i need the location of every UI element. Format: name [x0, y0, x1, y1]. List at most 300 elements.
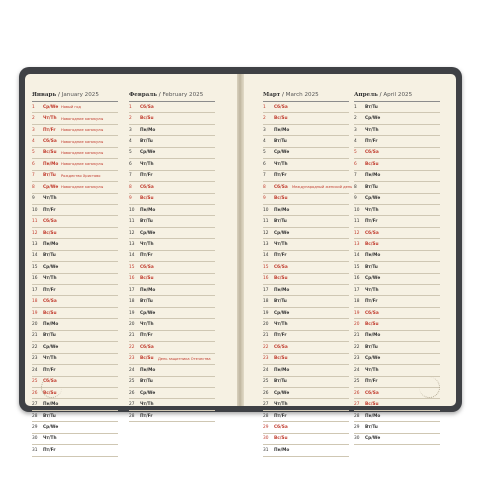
- day-row: [32, 228, 118, 239]
- day-number: 31: [263, 447, 269, 453]
- day-row: [32, 125, 118, 136]
- day-row: [263, 422, 349, 433]
- day-number: 2: [129, 116, 132, 122]
- day-row: [32, 354, 118, 365]
- weekday-label: Вт/Tu: [140, 139, 153, 145]
- day-number: 22: [129, 344, 135, 350]
- weekday-label: Пт/Fr: [274, 253, 287, 259]
- day-row: [354, 102, 440, 113]
- day-row: [263, 148, 349, 159]
- weekday-label: Вт/Tu: [43, 333, 56, 339]
- day-row: [32, 331, 118, 342]
- weekday-label: Вт/Tu: [43, 253, 56, 259]
- weekday-label: Вт/Tu: [274, 379, 287, 385]
- weekday-label: Пт/Fr: [274, 173, 287, 179]
- month-name-en: February 2025: [162, 92, 204, 98]
- weekday-label: Ср/We: [43, 184, 59, 190]
- day-row: [263, 125, 349, 136]
- day-number: 22: [263, 344, 269, 350]
- weekday-label: Пт/Fr: [43, 127, 56, 133]
- day-number: 8: [129, 184, 132, 190]
- day-number: 14: [354, 253, 360, 259]
- weekday-label: Ср/We: [274, 230, 290, 236]
- day-number: 11: [32, 219, 38, 225]
- day-row: [32, 182, 118, 193]
- weekday-label: Пн/Mo: [365, 253, 381, 259]
- day-number: 8: [354, 184, 357, 190]
- day-number: 14: [32, 253, 38, 259]
- day-row: [263, 342, 349, 353]
- month-column: [129, 92, 215, 422]
- day-row: [354, 308, 440, 319]
- day-number: 11: [354, 219, 360, 225]
- day-row: [354, 434, 440, 445]
- day-row: [354, 239, 440, 250]
- day-row: [263, 388, 349, 399]
- day-row: [263, 205, 349, 216]
- day-row: [263, 182, 353, 193]
- weekday-label: Сб/Sa: [274, 104, 288, 110]
- weekday-label: Чт/Th: [274, 402, 288, 408]
- day-number: 2: [263, 116, 266, 122]
- day-row: [354, 171, 440, 182]
- weekday-label: Пн/Mo: [43, 241, 59, 247]
- day-number: 30: [263, 436, 269, 442]
- holiday-note: Новогодние каникулы: [61, 162, 104, 167]
- day-number: 18: [354, 299, 360, 305]
- weekday-label: Чт/Th: [43, 276, 57, 282]
- holiday-note: Международный женский день: [292, 185, 353, 190]
- day-number: 28: [32, 413, 38, 419]
- day-row: [263, 194, 349, 205]
- day-number: 9: [32, 196, 35, 202]
- weekday-label: Чт/Th: [140, 322, 154, 328]
- day-number: 15: [263, 264, 269, 270]
- weekday-label: Ср/We: [274, 150, 290, 156]
- day-number: 6: [263, 161, 266, 167]
- day-row: [354, 262, 440, 273]
- weekday-label: Пн/Mo: [140, 127, 156, 133]
- day-row: [263, 285, 349, 296]
- day-number: 2: [354, 116, 357, 122]
- day-row: [129, 216, 215, 227]
- day-row: [354, 319, 440, 330]
- weekday-label: Ср/We: [274, 390, 290, 396]
- month-name-ru: Февраль: [129, 92, 158, 98]
- day-row: [129, 113, 215, 124]
- day-row: [129, 331, 215, 342]
- day-number: 6: [129, 161, 132, 167]
- day-number: 1: [263, 104, 266, 110]
- weekday-label: Пн/Mo: [274, 207, 290, 213]
- day-number: 28: [263, 413, 269, 419]
- day-number: 1: [354, 104, 357, 110]
- day-row: [263, 399, 349, 410]
- day-number: 26: [32, 390, 38, 396]
- weekday-label: Сб/Sa: [140, 104, 154, 110]
- day-number: 18: [32, 299, 38, 305]
- day-number: 27: [32, 402, 38, 408]
- month-column: [32, 92, 118, 457]
- day-row: [354, 136, 440, 147]
- day-number: 3: [263, 127, 266, 133]
- day-number: 24: [32, 367, 38, 373]
- weekday-label: Сб/Sa: [274, 184, 288, 190]
- day-row: [129, 365, 215, 376]
- day-number: 4: [354, 139, 357, 145]
- day-row: [354, 148, 440, 159]
- day-row: [354, 159, 440, 170]
- weekday-label: Вт/Tu: [140, 219, 153, 225]
- day-number: 6: [32, 161, 35, 167]
- day-number: 27: [354, 402, 360, 408]
- weekday-label: Вт/Tu: [43, 173, 56, 179]
- day-row: [32, 171, 118, 182]
- day-number: 9: [354, 196, 357, 202]
- day-number: 23: [354, 356, 360, 362]
- day-number: 10: [129, 207, 135, 213]
- day-row: [129, 182, 215, 193]
- weekday-label: Сб/Sa: [365, 230, 379, 236]
- weekday-label: Вс/Su: [43, 310, 57, 316]
- weekday-label: Ср/We: [365, 196, 381, 202]
- weekday-label: Пт/Fr: [365, 219, 378, 225]
- day-row: [354, 285, 440, 296]
- day-row: [129, 342, 215, 353]
- day-number: 25: [354, 379, 360, 385]
- month-name-ru: Январь: [32, 92, 57, 98]
- weekday-label: Вт/Tu: [274, 139, 287, 145]
- day-number: 6: [354, 161, 357, 167]
- weekday-label: Пт/Fr: [43, 447, 56, 453]
- day-number: 21: [32, 333, 38, 339]
- weekday-label: Пн/Mo: [365, 413, 381, 419]
- month-name-en: January 2025: [61, 92, 99, 98]
- weekday-label: Вс/Su: [274, 116, 288, 122]
- weekday-label: Ср/We: [365, 436, 381, 442]
- day-number: 12: [263, 230, 269, 236]
- day-number: 19: [354, 310, 360, 316]
- month-title: Январь / January 2025: [32, 92, 118, 102]
- day-number: 30: [354, 436, 360, 442]
- day-row: [129, 148, 215, 159]
- day-number: 22: [354, 344, 360, 350]
- month-title: Апрель / April 2025: [354, 92, 440, 102]
- day-row: [32, 342, 118, 353]
- holiday-note: День защитника Отечества: [158, 356, 211, 361]
- weekday-label: Вт/Tu: [43, 413, 56, 419]
- day-row: [129, 377, 215, 388]
- day-number: 21: [129, 333, 135, 339]
- day-number: 31: [32, 447, 38, 453]
- weekday-label: Пн/Mo: [43, 402, 59, 408]
- day-row: [263, 251, 349, 262]
- day-row: [354, 422, 440, 433]
- day-row: [263, 365, 349, 376]
- weekday-label: Чт/Th: [140, 161, 154, 167]
- month-title: Февраль / February 2025: [129, 92, 215, 102]
- day-row: [129, 228, 215, 239]
- weekday-label: Вт/Tu: [365, 344, 378, 350]
- day-number: 25: [129, 379, 135, 385]
- day-row: [354, 125, 440, 136]
- day-number: 13: [129, 241, 135, 247]
- day-row: [129, 102, 215, 113]
- day-number: 26: [263, 390, 269, 396]
- day-number: 10: [32, 207, 38, 213]
- weekday-label: Сб/Sa: [43, 219, 57, 225]
- day-number: 19: [32, 310, 38, 316]
- weekday-label: Вс/Su: [274, 356, 288, 362]
- weekday-label: Вс/Su: [140, 196, 154, 202]
- day-row: [32, 251, 118, 262]
- day-row: [32, 296, 118, 307]
- day-row: [32, 239, 118, 250]
- month-name-en: April 2025: [383, 92, 413, 98]
- day-number: 9: [129, 196, 132, 202]
- day-row: [263, 354, 349, 365]
- day-row: [263, 411, 349, 422]
- day-row: [263, 239, 349, 250]
- day-row: [129, 251, 215, 262]
- weekday-label: Чт/Th: [274, 161, 288, 167]
- weekday-label: Пт/Fr: [365, 299, 378, 305]
- holiday-note: Рождество Христово: [61, 173, 101, 178]
- corner-stitching: [41, 377, 62, 398]
- day-row: [354, 205, 440, 216]
- weekday-label: Сб/Sa: [140, 344, 154, 350]
- day-number: 5: [32, 150, 35, 156]
- weekday-label: Чт/Th: [365, 367, 379, 373]
- weekday-label: Чт/Th: [365, 287, 379, 293]
- page-gutter: [237, 74, 244, 406]
- day-number: 22: [32, 344, 38, 350]
- weekday-label: Вс/Su: [43, 150, 57, 156]
- weekday-label: Ср/We: [365, 276, 381, 282]
- day-number: 7: [129, 173, 132, 179]
- day-number: 19: [129, 310, 135, 316]
- day-row: [32, 365, 118, 376]
- day-number: 4: [263, 139, 266, 145]
- day-row: [354, 113, 440, 124]
- day-number: 1: [129, 104, 132, 110]
- month-name-en: March 2025: [285, 92, 319, 98]
- day-list: [32, 102, 118, 457]
- day-row: [129, 296, 215, 307]
- day-number: 12: [354, 230, 360, 236]
- day-number: 21: [263, 333, 269, 339]
- day-number: 10: [263, 207, 269, 213]
- day-number: 13: [354, 241, 360, 247]
- weekday-label: Пт/Fr: [140, 333, 153, 339]
- day-number: 16: [129, 276, 135, 282]
- day-row: [129, 262, 215, 273]
- weekday-label: Пн/Mo: [274, 287, 290, 293]
- day-number: 29: [263, 424, 269, 430]
- weekday-label: Ср/We: [365, 356, 381, 362]
- day-row: [32, 422, 118, 433]
- day-row: [354, 354, 440, 365]
- day-row: [263, 159, 349, 170]
- day-number: 7: [32, 173, 35, 179]
- weekday-label: Пн/Mo: [140, 367, 156, 373]
- weekday-label: Вс/Su: [365, 322, 379, 328]
- weekday-label: Пт/Fr: [140, 413, 153, 419]
- day-row: [263, 262, 349, 273]
- weekday-label: Сб/Sa: [140, 184, 154, 190]
- day-number: 27: [263, 402, 269, 408]
- day-number: 13: [263, 241, 269, 247]
- day-number: 8: [263, 184, 266, 190]
- weekday-label: Чт/Th: [140, 402, 154, 408]
- day-number: 17: [354, 287, 360, 293]
- weekday-label: Пт/Fr: [43, 287, 56, 293]
- day-list: [263, 102, 353, 457]
- day-row: [32, 262, 118, 273]
- day-row: [129, 239, 215, 250]
- holiday-note: Новогодние каникулы: [61, 116, 104, 121]
- holiday-note: Новый год: [61, 105, 81, 110]
- weekday-label: Чт/Th: [140, 241, 154, 247]
- day-number: 15: [354, 264, 360, 270]
- day-row: [32, 136, 118, 147]
- day-number: 24: [354, 367, 360, 373]
- weekday-label: Пн/Mo: [365, 173, 381, 179]
- day-number: 15: [129, 264, 135, 270]
- weekday-label: Пт/Fr: [140, 173, 153, 179]
- weekday-label: Вс/Su: [274, 436, 288, 442]
- weekday-label: Сб/Sa: [365, 150, 379, 156]
- weekday-label: Пт/Fr: [365, 139, 378, 145]
- weekday-label: Вс/Su: [43, 230, 57, 236]
- day-row: [354, 365, 440, 376]
- day-row: [263, 331, 349, 342]
- day-number: 24: [129, 367, 135, 373]
- weekday-label: Вс/Su: [140, 116, 154, 122]
- day-row: [129, 274, 215, 285]
- weekday-label: Вт/Tu: [140, 379, 153, 385]
- day-number: 23: [129, 356, 135, 362]
- weekday-label: Сб/Sa: [43, 299, 57, 305]
- day-number: 5: [129, 150, 132, 156]
- weekday-label: Ср/We: [43, 424, 59, 430]
- weekday-label: Вс/Su: [274, 196, 288, 202]
- day-row: [32, 194, 118, 205]
- weekday-label: Пн/Mo: [274, 367, 290, 373]
- day-number: 5: [354, 150, 357, 156]
- day-row: [32, 319, 118, 330]
- day-number: 3: [32, 127, 35, 133]
- weekday-label: Вт/Tu: [274, 299, 287, 305]
- day-number: 14: [263, 253, 269, 259]
- day-row: [263, 171, 349, 182]
- weekday-label: Ср/We: [365, 116, 381, 122]
- day-number: 16: [263, 276, 269, 282]
- weekday-label: Вс/Su: [140, 276, 154, 282]
- weekday-label: Ср/We: [274, 310, 290, 316]
- day-row: [354, 194, 440, 205]
- day-number: 12: [129, 230, 135, 236]
- weekday-label: Пт/Fr: [43, 367, 56, 373]
- weekday-label: Пн/Mo: [274, 127, 290, 133]
- day-number: 28: [129, 413, 135, 419]
- day-row: [129, 399, 215, 410]
- day-number: 23: [263, 356, 269, 362]
- day-row: [129, 136, 215, 147]
- day-row: [263, 102, 349, 113]
- day-number: 2: [32, 116, 35, 122]
- holiday-note: Новогодние каникулы: [61, 150, 104, 155]
- weekday-label: Вс/Su: [274, 276, 288, 282]
- day-number: 16: [354, 276, 360, 282]
- day-row: [354, 411, 440, 422]
- day-row: [354, 251, 440, 262]
- weekday-label: Чт/Th: [365, 207, 379, 213]
- day-row: [129, 308, 215, 319]
- day-row: [263, 308, 349, 319]
- day-row: [129, 388, 215, 399]
- day-number: 28: [354, 413, 360, 419]
- day-number: 3: [354, 127, 357, 133]
- day-row: [263, 113, 349, 124]
- day-number: 11: [129, 219, 135, 225]
- day-number: 20: [32, 322, 38, 328]
- corner-stitching: [419, 377, 440, 398]
- left-page: [25, 74, 237, 453]
- day-number: 20: [263, 322, 269, 328]
- day-row: [354, 296, 440, 307]
- day-row: [263, 216, 349, 227]
- weekday-label: Пт/Fr: [43, 207, 56, 213]
- weekday-label: Сб/Sa: [274, 424, 288, 430]
- day-number: 17: [129, 287, 135, 293]
- day-row: [354, 216, 440, 227]
- day-row: [354, 342, 440, 353]
- day-row: [354, 274, 440, 285]
- day-row: [263, 377, 349, 388]
- day-row: [354, 228, 440, 239]
- day-number: 7: [263, 173, 266, 179]
- day-number: 23: [32, 356, 38, 362]
- month-name-ru: Апрель: [354, 92, 378, 98]
- day-number: 1: [32, 104, 35, 110]
- day-number: 19: [263, 310, 269, 316]
- weekday-label: Пн/Mo: [43, 161, 59, 167]
- day-list: [129, 102, 215, 422]
- day-row: [129, 354, 215, 365]
- weekday-label: Вт/Tu: [140, 299, 153, 305]
- weekday-label: Чт/Th: [43, 116, 57, 122]
- day-row: [32, 445, 118, 456]
- weekday-label: Ср/We: [43, 344, 59, 350]
- day-row: [129, 319, 215, 330]
- right-page: [244, 74, 456, 453]
- holiday-note: Новогодние каникулы: [61, 128, 104, 133]
- day-row: [263, 296, 349, 307]
- weekday-label: Чт/Th: [274, 241, 288, 247]
- weekday-label: Чт/Th: [43, 356, 57, 362]
- weekday-label: Вт/Tu: [365, 104, 378, 110]
- day-row: [32, 434, 118, 445]
- day-row: [32, 285, 118, 296]
- weekday-label: Ср/We: [140, 310, 156, 316]
- day-number: 15: [32, 264, 38, 270]
- weekday-label: Вт/Tu: [365, 424, 378, 430]
- month-title: Март / March 2025: [263, 92, 349, 102]
- day-row: [32, 216, 118, 227]
- day-row: [263, 274, 349, 285]
- day-number: 4: [129, 139, 132, 145]
